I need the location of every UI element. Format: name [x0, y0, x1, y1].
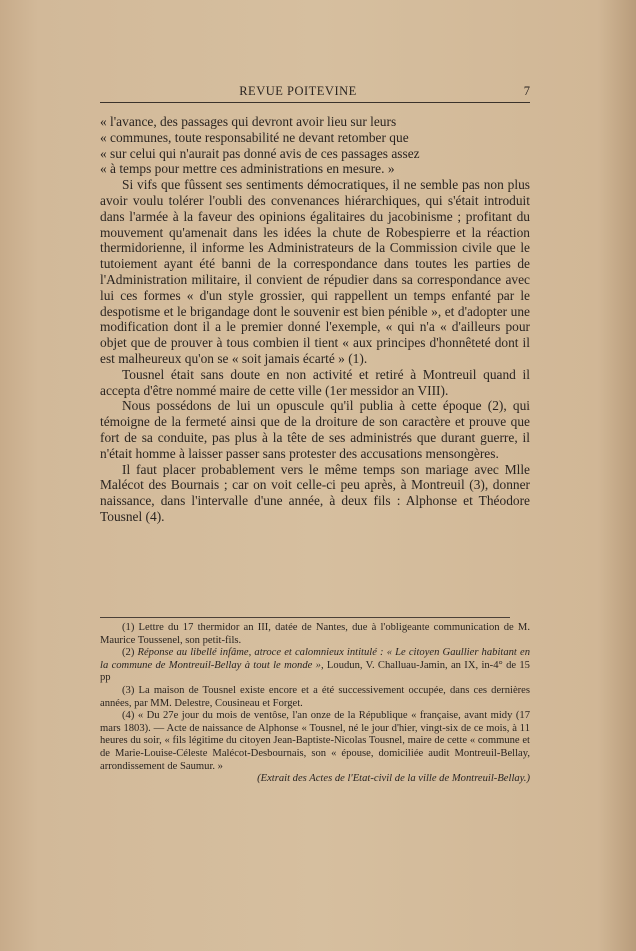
quote-line: « l'avance, des passages qui devront avoir lieu sur leurs	[100, 114, 397, 129]
footnote-4: (4) « Du 27e jour du mois de ventôse, l'an onze de la République « française, avant midy (17 mars 1803). — Acte de naissance de Alphonse « Tousnel, né le jour d'hier, vingt-six de ce mois, à 11 heures du soir, « fils légitime du citoyen Jean-Baptiste-Nicolas Tousnel, maire de cette « commune et de Marie-Louise-Céleste Malécot-Desbournais, son « épouse, domiciliée audit Montreuil-Bellay, arrondissement de Saumur. »	[100, 710, 530, 772]
footnote-4-source: (Extrait des Actes de l'Etat-civil de la ville de Montreuil-Bellay.)	[257, 773, 530, 785]
paragraph: Nous possédons de lui un opuscule qu'il publia à cette époque (2), qui témoigne de la fermeté ainsi que de la droiture de son caractère et prouve que fort de sa conduite, pas plus à la tête de ses administrés que durant guerre, il n'était homme à laisser passer sans protester des accusations mensongères.	[100, 398, 530, 461]
paragraph: Tousnel était sans doute en non activité et retiré à Montreuil quand il accepta d'être nommé maire de cette ville (1er messidor an VIII).	[100, 366, 530, 398]
page-number: 7	[523, 84, 530, 98]
quote-line: « sur celui qui n'aurait pas donné avis de ces passages assez	[100, 145, 420, 161]
header-rule	[100, 102, 530, 103]
quote-line: « communes, toute responsabilité ne devant retomber que	[100, 129, 409, 145]
footnote-rule	[100, 617, 510, 618]
running-title: REVUE POITEVINE	[239, 84, 357, 98]
footnote-2-title: Réponse au libellé infâme, atroce et calomnieux intitulé : « Le citoyen Gaullier habitant en la commune de Montreuil-Bellay à tout le monde »	[100, 647, 530, 671]
paragraph: Il faut placer probablement vers le même temps son mariage avec Mlle Malécot des Bournais ; car on voit celle-ci peu après, à Montreuil (3), donner naissance, dans l'intervalle d'une année, à deux fils : Alphonse et Théodore Tousnel (4).	[100, 461, 530, 524]
quote-block	[100, 114, 530, 177]
paragraph: Si vifs que fûssent ses sentiments démocratiques, il ne semble pas non plus avoir voulu tolérer l'oubli des convenances hiérarchiques, qui s'était introduit dans l'armée à la faveur des opinions égalitaires du jacobinisme ; profitant du mouvement qu'amenait dans les idées la chute de Robespierre et la réaction thermidorienne, il informe les Administrateurs de la Commission civile que le tutoiement ayant été banni de la correspondance dans toutes les parties de l'Administration militaire, il convient de répudier dans sa correspondance avec lui ces formes « d'un style grossier, qui rappellent un temps enfanté par le despotisme et le brigandage dont le souvenir est bien pénible », et d'adopter une modification dont il a le premier donné l'exemple, « qui n'a « d'ailleurs pour objet que de prouver à tous combien il tient « aux principes d'honnêteté dont il est malheureux qu'on se « soit jamais écarté » (1).	[100, 177, 530, 366]
footnote-2	[100, 647, 530, 685]
quote-line: « à temps pour mettre ces administrations en mesure. »	[100, 161, 395, 177]
footnote-2-number: (2)	[122, 647, 138, 659]
footnote-2-details: , Loudun, V. Challuau-Jamin, an IX, in-4° de 15 pp	[100, 659, 530, 684]
footnote-3: (3) La maison de Tousnel existe encore et a été successivement occupée, dans ces dernières années, par MM. Delestre, Cousineau et Forget.	[100, 684, 530, 709]
main-text	[100, 114, 530, 525]
footnote-1: (1) Lettre du 17 thermidor an III, datée de Nantes, due à l'obligeante communication de M. Maurice Toussenel, son petit-fils.	[100, 622, 530, 646]
page-header	[100, 84, 530, 102]
footnote-4-source-wrap	[100, 773, 530, 786]
footnotes	[100, 622, 530, 786]
document-page	[100, 0, 530, 951]
